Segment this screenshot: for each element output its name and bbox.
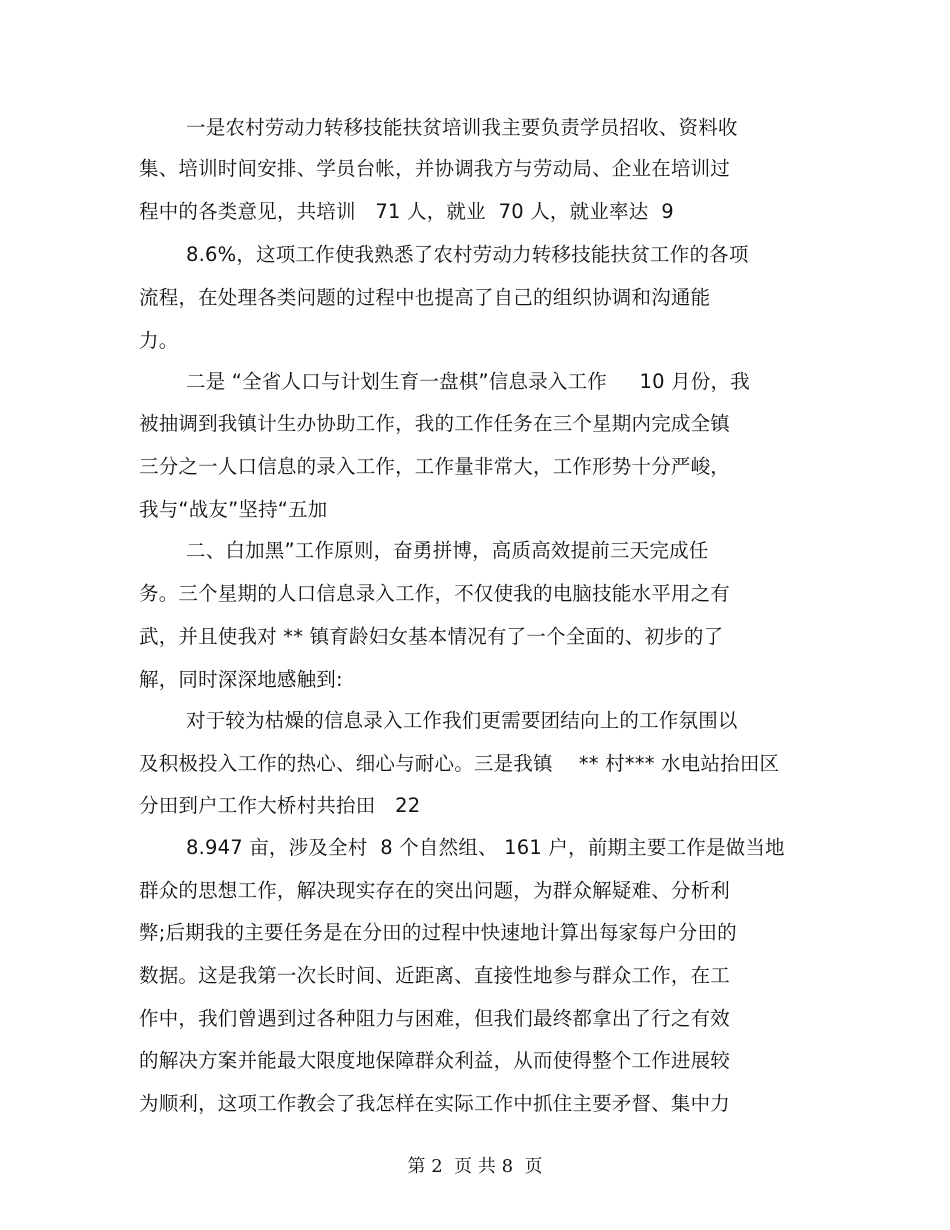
text-line: 武，并且使我对 ** 镇育龄妇女基本情况有了一个全面的、初步的了 [139, 625, 724, 648]
text-line: 的解决方案并能最大限度地保障群众利益，从而使得整个工作进展较 [139, 1049, 731, 1072]
text-line: 程中的各类意见，共培训 71 人，就业 70 人，就业率达 9 [139, 200, 674, 223]
text-line: 分田到户工作大桥村共抬田 22 [139, 794, 421, 817]
text-line: 群众的思想工作，解决现实存在的突出问题，为群众解疑难、分析利 [139, 879, 731, 902]
text-line: 数据。这是我第一次长时间、近距离、直接性地参与群众工作，在工 [139, 964, 731, 987]
text-line: 为顺利，这项工作教会了我怎样在实际工作中抓住主要矛督、集中力 [139, 1092, 731, 1115]
text-line: 三分之一人口信息的录入工作，工作量非常大，工作形势十分严峻， [139, 455, 731, 478]
text-line: 8.947 亩，涉及全村 8 个自然组、 161 户，前期主要工作是做当地 [186, 836, 785, 859]
text-line: 二是 “全省人口与计划生育一盘棋”信息录入工作 10 月份，我 [186, 370, 750, 393]
text-line: 对于较为枯燥的信息录入工作我们更需要团结向上的工作氛围以 [186, 709, 738, 732]
text-line: 及积极投入工作的热心、细心与耐心。三是我镇 ** 村*** 水电站抬田区 [139, 752, 780, 775]
text-line: 弊;后期我的主要任务是在分田的过程中快速地计算出每家每户分田的 [139, 921, 737, 944]
text-line: 我与“战友”坚持“五加 [139, 498, 328, 521]
text-line: 被抽调到我镇计生办协助工作，我的工作任务在三个星期内完成全镇 [139, 412, 731, 435]
page-number: 第 2 页 共 8 页 [407, 1156, 543, 1177]
text-line: 二、白加黑”工作原则，奋勇拼博，高质高效提前三天完成任 [186, 539, 709, 562]
text-line: 一是农村劳动力转移技能扶贫培训我主要负责学员招收、资料收 [186, 116, 738, 139]
text-line: 务。三个星期的人口信息录入工作，不仅使我的电脑技能水平用之有 [139, 582, 731, 605]
text-line: 集、培训时间安排、学员台帐，并协调我方与劳动局、企业在培训过 [139, 157, 731, 180]
text-line: 8.6%，这项工作使我熟悉了农村劳动力转移技能扶贫工作的各项 [186, 243, 749, 266]
text-line: 流程，在处理各类问题的过程中也提高了自己的组织协调和沟通能 [139, 286, 711, 309]
text-line: 作中，我们曾遇到过各种阻力与困难，但我们最终都拿出了行之有效 [139, 1007, 731, 1030]
text-line: 力。 [139, 329, 179, 352]
text-line: 解，同时深深地感触到: [139, 668, 343, 691]
